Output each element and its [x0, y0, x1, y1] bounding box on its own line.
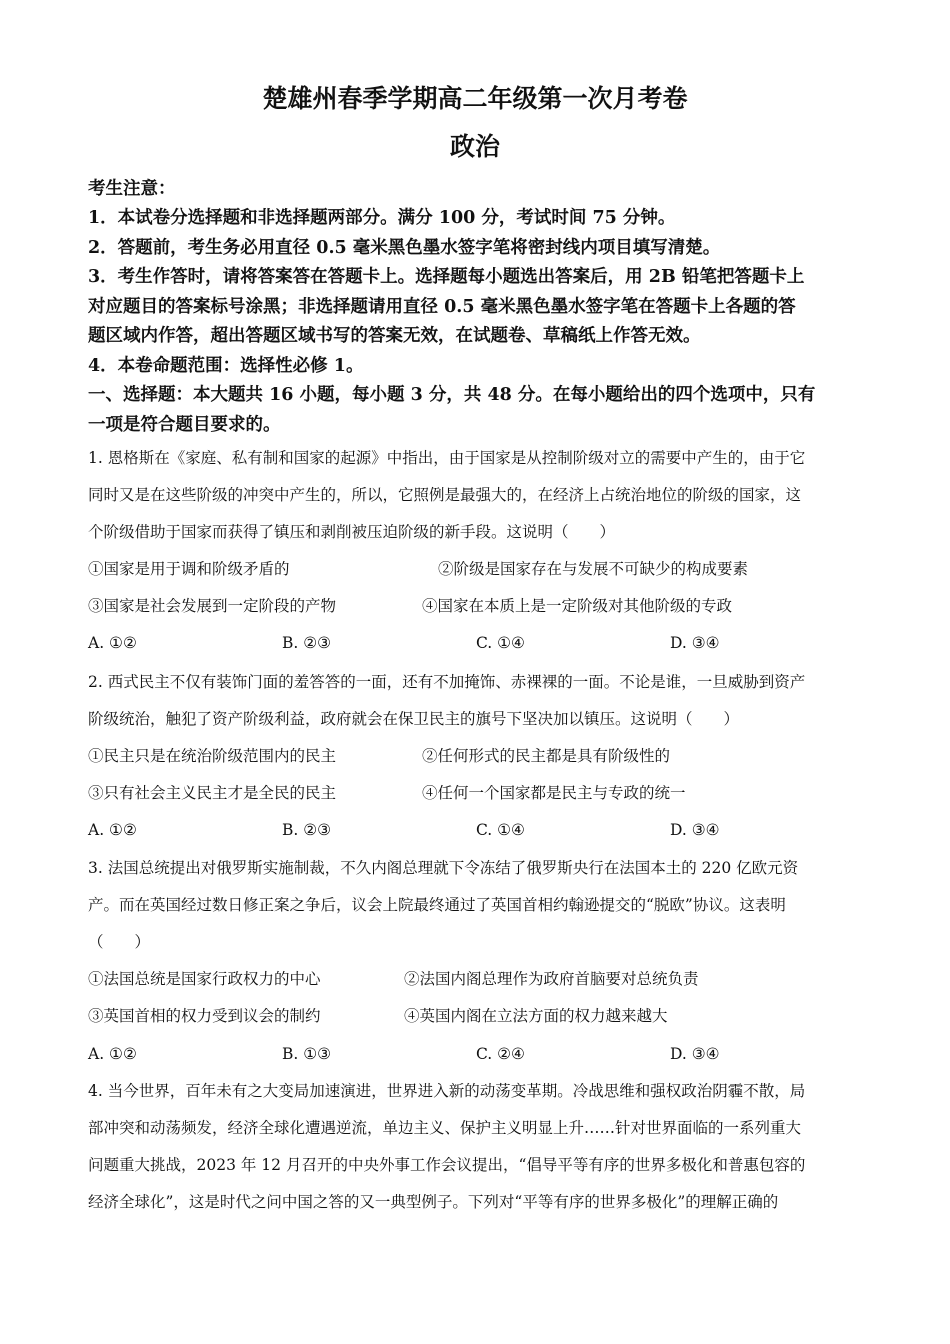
q2-statement-2: ②任何形式的民主都是具有阶级性的 [422, 747, 671, 765]
q2-options [88, 820, 868, 842]
q2-option-d[interactable]: D. ③④ [670, 821, 720, 839]
notice-heading: 考生注意： [88, 179, 176, 199]
notice-line: 4．本卷命题范围：选择性必修 1。 [88, 356, 364, 376]
q4-stem-line: 部冲突和动荡频发，经济全球化遭遇逆流，单边主义、保护主义明显上升……针对世界面临的一系列重大 [88, 1119, 802, 1137]
q1-statement-4: ④国家在本质上是一定阶级对其他阶级的专政 [422, 597, 733, 615]
q2-option-a[interactable]: A. ①② [88, 821, 137, 839]
section-heading: 一、选择题：本大题共 16 小题，每小题 3 分，共 48 分。在每小题给出的四个选项中，只有 [88, 385, 816, 405]
q1-statements-row [88, 596, 868, 618]
q1-stem-line: 个阶级借助于国家而获得了镇压和剥削被压迫阶级的新手段。这说明（ ） [88, 523, 616, 541]
q1-option-c[interactable]: C. ①④ [476, 634, 525, 652]
notice-line: 题区域内作答，超出答题区域书写的答案无效，在试题卷、草稿纸上作答无效。 [88, 326, 701, 346]
q1-option-d[interactable]: D. ③④ [670, 634, 720, 652]
q4-stem-line: 4. 当今世界，百年未有之大变局加速演进，世界进入新的动荡变革期。冷战思维和强权政治阴霾不散，局 [88, 1082, 806, 1100]
q3-options [88, 1044, 868, 1066]
section-heading: 一项是符合题目要求的。 [88, 415, 281, 435]
q3-statements-row [88, 1006, 868, 1028]
q3-stem-line: 3. 法国总统提出对俄罗斯实施制裁，不久内阁总理就下令冻结了俄罗斯央行在法国本土的 220 亿欧元资 [88, 859, 799, 877]
notice-line: 3．考生作答时，请将答案答在答题卡上。选择题每小题选出答案后，用 2B 铅笔把答题卡上 [88, 267, 805, 287]
q3-stem-line: （ ） [88, 933, 151, 951]
q3-option-d[interactable]: D. ③④ [670, 1045, 720, 1063]
q2-stem-line: 阶级统治，触犯了资产阶级利益，政府就会在保卫民主的旗号下坚决加以镇压。这说明（ ） [88, 710, 740, 728]
notice-line: 2．答题前，考生务必用直径 0.5 毫米黑色墨水签字笔将密封线内项目填写清楚。 [88, 238, 721, 258]
exam-title: 楚雄州春季学期高二年级第一次月考卷 [262, 84, 688, 113]
q2-statements-row [88, 746, 868, 768]
q4-stem-line: 经济全球化”，这是时代之问中国之答的又一典型例子。下列对“平等有序的世界多极化”的理解正确的 [88, 1193, 779, 1211]
notice-line: 对应题目的答案标号涂黑；非选择题请用直径 0.5 毫米黑色墨水签字笔在答题卡上各题的答 [88, 297, 796, 317]
notice-line: 1．本试卷分选择题和非选择题两部分。满分 100 分，考试时间 75 分钟。 [88, 208, 676, 228]
q2-option-c[interactable]: C. ①④ [476, 821, 525, 839]
q2-statement-3: ③只有社会主义民主才是全民的民主 [88, 784, 337, 802]
q3-option-a[interactable]: A. ①② [88, 1045, 137, 1063]
q1-options [88, 633, 868, 655]
q4-stem-line: 问题重大挑战，2023 年 12 月召开的中央外事工作会议提出，“倡导平等有序的世界多极化和普惠包容的 [88, 1156, 806, 1174]
q3-statement-2: ②法国内阁总理作为政府首脑要对总统负责 [404, 970, 699, 988]
q3-option-c[interactable]: C. ②④ [476, 1045, 525, 1063]
q1-statement-1: ①国家是用于调和阶级矛盾的 [88, 560, 290, 578]
q1-statement-2: ②阶级是国家存在与发展不可缺少的构成要素 [438, 560, 749, 578]
q3-statement-4: ④英国内阁在立法方面的权力越来越大 [404, 1007, 668, 1025]
q1-stem-line: 同时又是在这些阶级的冲突中产生的，所以，它照例是最强大的，在经济上占统治地位的阶级的国家，这 [88, 486, 802, 504]
q2-stem-line: 2. 西式民主不仅有装饰门面的羞答答的一面，还有不加掩饰、赤裸裸的一面。不论是谁，一旦威胁到资产 [88, 673, 806, 691]
q2-option-b[interactable]: B. ②③ [282, 821, 332, 839]
q3-statement-1: ①法国总统是国家行政权力的中心 [88, 970, 321, 988]
q2-statement-1: ①民主只是在统治阶级范围内的民主 [88, 747, 337, 765]
q2-statement-4: ④任何一个国家都是民主与专政的统一 [422, 784, 686, 802]
q1-statement-3: ③国家是社会发展到一定阶段的产物 [88, 597, 337, 615]
q3-statement-3: ③英国首相的权力受到议会的制约 [88, 1007, 321, 1025]
q1-stem-line: 1. 恩格斯在《家庭、私有制和国家的起源》中指出，由于国家是从控制阶级对立的需要中产生的，由于它 [88, 449, 806, 467]
q1-statements-row [88, 559, 868, 581]
subject-title: 政治 [449, 132, 500, 161]
q3-statements-row [88, 969, 868, 991]
q2-statements-row [88, 783, 868, 805]
q3-stem-line: 产。而在英国经过数日修正案之争后，议会上院最终通过了英国首相约翰逊提交的“脱欧”协议。这表明 [88, 896, 786, 914]
q1-option-b[interactable]: B. ②③ [282, 634, 332, 652]
q3-option-b[interactable]: B. ①③ [282, 1045, 332, 1063]
q1-option-a[interactable]: A. ①② [88, 634, 137, 652]
